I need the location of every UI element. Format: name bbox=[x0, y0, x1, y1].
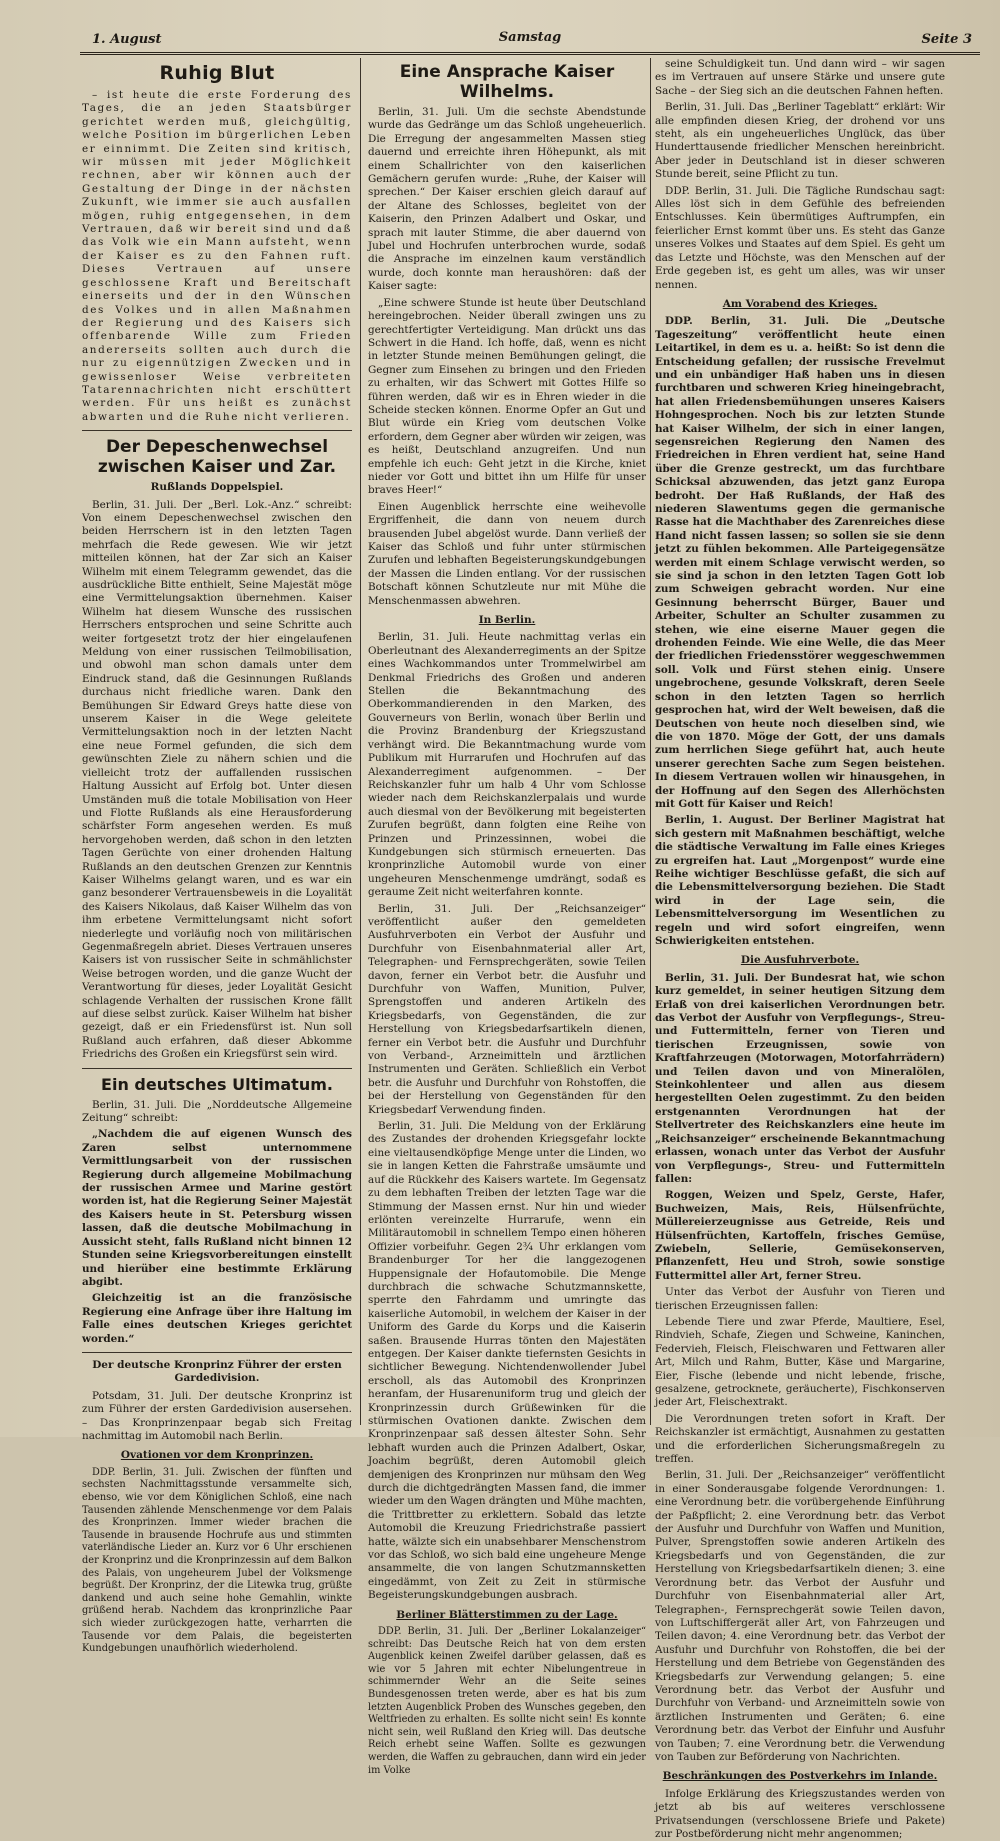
headline-depeschenwechsel: Der Depeschenwechsel zwischen Kaiser und Zar. bbox=[97, 437, 337, 478]
article-paragraph: Berlin, 31. Juli. Heute nachmittag verlas ein Oberleutnant des Alexanderregiments an der Spitze eines Wachkommandos unter Trommelwirbel am Denkmal Friedrichs des Großen und anderen Stellen die Bekanntmachung des Oberkommandierenden in den Marken, des Gouverneurs von Berlin, wonach über Berlin und die Provinz Brandenburg der Kriegszustand verhängt wird. Die Bekanntmachung wurde vom Publikum mit Hurrarufen und Hochrufen auf das Alexanderregiment aufgenommen. – Der Reichskanzler fuhr um halb 4 Uhr vom Schlosse wieder nach dem Reichskanzlerpalais und wurde auch diesmal von der Bevölkerung mit begeisterten Zurufen begrüßt, dann folgten eine Reihe von Prinzen und Prinzessinnen, wobei die Kundgebungen sich stürmisch erneuerten. Das kronprinzliche Automobil wurde von einer ungeheuren Menschenmenge umdrängt, sodaß es geraume Zeit nicht weiterfahren konnte. bbox=[368, 631, 646, 899]
article-paragraph-bold: DDP. Berlin, 31. Juli. Die „Deutsche Tageszeitung“ veröffentlicht heute einen Leitartikel, in dem es u. a. heißt: So ist denn die Entscheidung gefallen; der russische Frevelmut und ein unbändiger Haß haben uns in diesen furchtbaren und schweren Krieg hineingebracht, hat allen Friedensbemühungen unseres Kaisers Hohngesprochen. Noch bis zur letzten Stunde hat Kaiser Wilhelm, der sich in einer langen, segensreichen Regierung den Namen des Friedreichen in Ehren verdient hat, seine Hand über die Grenze gestreckt, um das furchtbare Schicksal abzuwenden, das jetzt ganz Europa bedroht. Der Haß Rußlands, der Haß des niederen Slawentums gegen die germanische Rasse hat die Machthaber des Zarenreiches diese Hand nicht fassen lassen; so sollen sie sie denn jetzt zu fühlen bekommen. Alle Parteigegensätze werden mit einem Schlage verwischt werden, so sie sind ja schon in den letzten Tagen Gott lob zum Schweigen gebracht worden. Nur eine Gesinnung beherrscht Bürger, Bauer und Arbeiter, Schulter an Schulter zusammen zu stehen, wie eine eiserne Mauer gegen die drohenden Feinde. Wie eine Welle, die das Meer der friedlichen Friedensstörer weggeschwemmen soll. Volk und Fürst stehen einig. Unsere ungebrochene, gesunde Volkskraft, deren Seele schon in den letzten Tagen so herrlich gesprochen hat, wird der Welt beweisen, daß die Deutschen von heute noch dieselben sind, wie die von 1870. Möge der Gott, der uns damals zum herrlichen Siege geführt hat, auch heute unserer gerechten Sache zum Segen beistehen. In diesem Vertrauen wollen wir hinausgehen, in der Hoffnung auf den Segen des Allerhöchsten mit Gott für Kaiser und Reich! bbox=[655, 315, 945, 810]
article-paragraph: DDP. Berlin, 31. Juli. Die Tägliche Rundschau sagt: Alles löst sich in dem Gefühle des befreienden Entschlusses. Kein übermütiges Auftrumpfen, ein feierlicher Ernst kommt über uns. Es steht das Ganze unseres Volkes und Staates auf dem Spiel. Es geht um das Letzte und Höchste, was den Menschen auf der Erde gegeben ist, es geht um alles, was wir unser nennen. bbox=[655, 184, 945, 291]
headline-ovationen: Ovationen vor dem Kronprinzen. bbox=[120, 1449, 314, 1462]
article-paragraph: Potsdam, 31. Juli. Der deutsche Kronprinz ist zum Führer der ersten Gardedivision ausersehen. – Das Kronprinzenpaar begab sich Freitag nachmittag im Automobil nach Berlin. bbox=[82, 1389, 352, 1442]
article-paragraph: Berlin, 31. Juli. Der „Berl. Lok.-Anz.“ schreibt: Von einem Depeschenwechsel zwischen den beiden Herrschern ist in den letzten Tagen mehrfach die Rede gewesen. Wie wir jetzt mitteilen können, hat der Zar sich an Kaiser Wilhelm mit einem Telegramm gewendet, das die ausdrückliche Bitte enthielt, Seine Majestät möge eine Vermittelungsaktion übernehmen. Kaiser Wilhelm hat diesem Wunsche des russischen Herrschers entsprochen und seine Schritte auch weiter fortgesetzt trotz der hier eingelaufenen Meldung von einer russischen Teilmobilisation, und obwohl man schon damals unter dem Eindruck stand, daß die Gesinnungen Rußlands durchaus nicht friedliche waren. Dank den Bemühungen Sir Edward Greys hatte diese von unserem Kaiser in die Wege geleitete Vermittelungsaktion noch in der letzten Nacht eine neue Formel gefunden, die sich dem gewünschten Ziele zu nähern schien und die vielleicht trotz der auffallenden russischen Haltung Aussicht auf Erfolg bot. Unter diesen Umständen muß die totale Mobilisation von Heer und Flotte Rußlands als eine Herausforderung schärfster Form angesehen werden. Es muß hervorgehoben werden, daß schon in den letzten Tagen Gerüchte von einer drohenden Haltung Rußlands an den deutschen Grenzen zur Kenntnis Kaiser Wilhelms gelangt waren, und es war ein ganz besonderer Vertrauensbeweis in die Loyalität des Kaisers Nikolaus, daß Kaiser Wilhelm das von ihm erbetene Vermittelungsamt nicht sofort niederlegte und vorläufig noch von militärischen Gegenmaßregeln abriet. Dieses Vertrauen unseres Kaisers ist von russischer Seite in schmählichster Weise betrogen worden, und die ganze Wucht der Verantwortung für dieses, jeder Loyalität Gesicht schlagende Verhalten der russischen Krone fällt auf diese selbst zurück. Kaiser Wilhelm hat bisher gezeigt, daß er ein Friedensfürst ist. Nun soll Rußland auch erfahren, daß dieser Abkomme Friedrichs des Großen ein Kriegsfürst sein wird. bbox=[82, 498, 352, 1061]
subheadline-doppelspiel: Rußlands Doppelspiel. bbox=[150, 481, 284, 494]
article-paragraph-bold: Gleichzeitig ist an die französische Regierung eine Anfrage über ihre Haltung im Falle eines deutschen Krieges gerichtet worden.“ bbox=[82, 1292, 352, 1345]
headline-vorabend: Am Vorabend des Krieges. bbox=[722, 297, 878, 310]
headline-postverkehr: Beschränkungen des Postverkehrs im Inlande. bbox=[662, 1770, 938, 1783]
article-paragraph-bold: Berlin, 31. Juli. Der Bundesrat hat, wie schon kurz gemeldet, in seiner heutigen Sitzung dem Erlaß von drei kaiserlichen Verordnungen betr. das Verbot der Ausfuhr von Verpflegungs-, Streu- und Futtermitteln, ferner von Tieren und tierischen Erzeugnissen, sowie von Kraftfahrzeugen (Motorwagen, Motorfahrrädern) und Teilen davon und von Mineralölen, Steinkohlenteer und allen aus diesem hergestellten Oelen zugestimmt. Zu den beiden erstgenannten Verordnungen hat der Stellvertreter des Reichskanzlers eine heute im „Reichsanzeiger“ erscheinende Bekanntmachung erlassen, wonach unter das Verbot der Ausfuhr von Verpflegungs-, Streu- und Futtermitteln fallen: bbox=[655, 971, 945, 1185]
article-paragraph: Einen Augenblick herrschte eine weihevolle Ergriffenheit, die dann von neuem durch brausenden Jubel abgelöst wurde. Dann verließ der Kaiser das Schloß und fuhr unter stürmischen Zurufen und lebhaften Begeisterungskundgebungen der Massen die Linden entlang. Vor der russischen Botschaft können Schutzleute nur mit Mühe die Menschenmassen abwehren. bbox=[368, 500, 646, 607]
headline-blaetterstimmen: Berliner Blätterstimmen zu der Lage. bbox=[396, 1608, 618, 1621]
article-paragraph: Berlin, 31. Juli. Der „Reichsanzeiger“ veröffentlicht in einer Sonderausgabe folgende Verordnungen: 1. eine Verordnung betr. die vorübergehende Einführung der Paßpflicht; 2. eine Verordnung betr. das Verbot der Ausfuhr und Durchfuhr von Waffen und Munition, Pulver, Sprengstoffen sowie anderen Artikeln des Kriegsbedarfs und von Gegenständen, die zur Herstellung von Kriegsbedarfsartikeln dienen; 3. eine Verordnung betr. das Verbot der Ausfuhr und Durchfuhr von Eisenbahnmaterial aller Art, Telegraphen-, Fernsprechgerät sowie Teilen davon, von Luftschiffergerät aller Art, von Fahrzeugen und Teilen davon; 4. eine Verordnung betr. das Verbot der Ausfuhr und Durchfuhr von Rohstoffen, die bei der Herstellung und dem Betriebe von Gegenständen des Kriegsbedarfs zur Verwendung gelangen; 5. eine Verordnung betr. das Verbot der Ausfuhr und Durchfuhr von Verband- und Arzneimitteln sowie von ärztlichen Instrumenten und Geräten; 6. eine Verordnung betr. das Verbot der Einfuhr und Ausfuhr von Tauben; 7. eine Verordnung betr. die Verwendung von Tauben zur Beförderung von Nachrichten. bbox=[655, 1469, 945, 1763]
article-separator bbox=[82, 1068, 352, 1069]
article-separator bbox=[82, 430, 352, 431]
header-page-number: Seite 3 bbox=[921, 32, 972, 47]
page-header bbox=[80, 28, 980, 55]
headline-ruhig-blut: Ruhig Blut bbox=[159, 62, 275, 84]
article-paragraph: DDP. Berlin, 31. Juli. Der „Berliner Lokalanzeiger“ schreibt: Das Deutsche Reich hat von dem ersten Augenblick keinen Zweifel darüber gelassen, daß es wie vor 5 Jahren mit echter Nibelungentreue in schimmernder Wehr an die Seite seines Bundesgenossen treten werde, aber es hat bis zum letzten Augenblick Proben des Wunsches gegeben, den Weltfrieden zu erhalten. Es sollte nicht sein! Es konnte nicht sein, weil Rußland den Krieg will. Das deutsche Reich erhebt seine Waffen. Sollte es gezwungen werden, die Waffen zu gebrauchen, dann wird ein jeder im Volke bbox=[368, 1626, 646, 1776]
article-paragraph-bold: Roggen, Weizen und Spelz, Gerste, Hafer, Buchweizen, Mais, Reis, Hülsenfrüchte, Müllereierzeugnisse aus Getreide, Reis und Hülsenfrüchten, Kartoffeln, frisches Gemüse, Zwiebeln, Sellerie, Gemüsekonserven, Pflanzenfett, Heu und Stroh, sowie sonstige Futtermittel aller Art, ferner Streu. bbox=[655, 1189, 945, 1282]
article-paragraph: Unter das Verbot der Ausfuhr von Tieren und tierischen Erzeugnissen fallen: bbox=[655, 1286, 945, 1312]
headline-ausfuhrverbote: Die Ausfuhrverbote. bbox=[740, 954, 860, 967]
article-paragraph: Die Verordnungen treten sofort in Kraft. Der Reichskanzler ist ermächtigt, Ausnahmen zu gestatten und die erforderlichen Sicherungsmaßregeln zu treffen. bbox=[655, 1412, 945, 1466]
column-rule bbox=[650, 58, 651, 1425]
article-paragraph: seine Schuldigkeit tun. Und dann wird – wir sagen es im Vertrauen auf unsere Stärke und unsere gute Sache – der Sieg sich an die deutschen Fahnen heften. bbox=[655, 58, 945, 97]
article-paragraph: Lebende Tiere und zwar Pferde, Maultiere, Esel, Rindvieh, Schafe, Ziegen und Schweine, Kaninchen, Federvieh, Fleisch, Fleischwaren und Fettwaren aller Art, Milch und Rahm, Butter, Käse und Margarine, Eier, Fische (lebende und nicht lebende, frische, gesalzene, getrocknete, geräucherte), Fischkonserven jeder Art, Fleischextrakt. bbox=[655, 1315, 945, 1409]
column-1 bbox=[82, 58, 352, 1655]
column-rule bbox=[360, 58, 361, 1425]
headline-ultimatum: Ein deutsches Ultimatum. bbox=[101, 1074, 333, 1094]
article-paragraph: Berlin, 31. Juli. Die „Norddeutsche Allgemeine Zeitung“ schreibt: bbox=[82, 1098, 352, 1125]
article-paragraph: Infolge Erklärung des Kriegszustandes werden von jetzt ab bis auf weiteres verschlossene Privatsendungen (verschlossene Briefe und Pakete) zur Postbeförderung nicht mehr angenommen; bbox=[655, 1787, 945, 1840]
article-paragraph-quote: „Eine schwere Stunde ist heute über Deutschland hereingebrochen. Neider überall zwingen uns zu gerechtfertigter Verteidigung. Man drückt uns das Schwert in die Hand. Ich hoffe, daß, wenn es nicht in letzter Stunde meinen Bemühungen gelingt, die Gegner zum Einsehen zu bringen und den Frieden zu erhalten, wir das Schwert mit Gottes Hilfe so führen werden, daß wir es in Ehren wieder in die Scheide stecken können. Enorme Opfer an Gut und Blut würde ein Krieg vom deutschen Volke erfordern, dem Gegner aber würden wir zeigen, was es heißt, Deutschland anzugreifen. Und nun empfehle ich euch: Geht jetzt in die Kirche, kniet nieder vor Gott und bittet ihn um Hilfe für unser braves Heer!“ bbox=[368, 296, 646, 497]
article-paragraph: Berlin, 31. Juli. Die Meldung von der Erklärung des Zustandes der drohenden Kriegsgefahr lockte eine vieltausendköpfige Menge unter die Linden, wo sie in langen Ketten die Fahrstraße umsäumte und auf die Rückkehr des Kaisers wartete. Im Gegensatz zu dem lebhaften Treiben der letzten Tage war die Stimmung der Massen ernst. Nur hin und wieder erlönten vereinzelte Hurrarufe, wenn ein Militärautomobil in schnellem Tempo einen höheren Offizier vorbeifuhr. Gegen 2¾ Uhr erklangen vom Brandenburger Tor her die langgezogenen Huppensignale der Hofautomobile. Die Menge durchbrach die schwache Schutzmannskette, sperrte den Fahrdamm und umringte das kaiserliche Automobil, in welchem der Kaiser in der Uniform des Garde du Korps und die Kaiserin saßen. Brausende Hurras tönten den Majestäten entgegen. Der Kaiser dankte tiefernsten Gesichts in sichtlicher Bewegung. Nichtendenwollender Jubel erscholl, als das Automobil des Kronprinzen heranfam, der Husarenuniform trug und gleich der Kronprinzessin durch Grüßewinken für die stürmischen Ovationen dankte. Zwischen dem Kronprinzenpaar saß dessen ältester Sohn. Sehr lebhaft wurden auch die Prinzen Adalbert, Oskar, Joachim begrüßt, deren Automobil gleich demjenigen des Kronprinzen nur mühsam den Weg durch die dichtgedrängten Massen fand, die immer wieder um den Wagen drängten und Mühe machten, die Trittbretter zu erklettern. Sobald das letzte Automobil die Kreuzung Friedrichstraße passiert hatte, wälzte sich ein unabsehbarer Menschenstrom vor das Schloß, wo sich bald eine ungeheure Menge ansammelte, die von langen Schutzmannsketten eingedämmt, von Zeit zu Zeit in stürmische Begeisterungskundgebungen ausbrach. bbox=[368, 1120, 647, 1602]
headline-kronprinz: Der deutsche Kronprinz Führer der ersten Gardedivision. bbox=[92, 1358, 342, 1385]
article-paragraph-bold: „Nachdem die auf eigenen Wunsch des Zaren selbst unternommene Vermittlungsarbeit von der russischen Regierung durch allgemeine Mobilmachung der russischen Armee und Marine gestört worden ist, hat die Regierung Seiner Majestät des Kaisers heute in St. Petersburg wissen lassen, daß die deutsche Mobilmachung in Aussicht steht, falls Rußland nicht binnen 12 Stunden seine Kriegsvorbereitungen einstellt und hierüber eine bestimmte Erklärung abgibt. bbox=[82, 1128, 352, 1288]
article-paragraph: Berlin, 31. Juli. Das „Berliner Tageblatt“ erklärt: Wir alle empfinden diesen Krieg, der drohend vor uns steht, als ein ungeheuerliches Unglück, das über Hunderttausende friedlicher Menschen hereinbricht. Aber jeder in Deutschland ist in dieser schweren Stunde bereit, seine Pflicht zu tun. bbox=[655, 101, 945, 181]
article-paragraph-bold: Berlin, 1. August. Der Berliner Magistrat hat sich gestern mit Maßnahmen beschäftigt, welche die städtische Verwaltung im Falle eines Krieges zu ergreifen hat. Laut „Morgenpost“ wurde eine Reihe wichtiger Beschlüsse gefaßt, die sich auf die Lebensmittelversorgung beziehen. Die Stadt wird in der Lage sein, die Lebensmittelversorgung im Wesentlichen zu regeln und wird sofort eingreifen, wenn Schwierigkeiten entstehen. bbox=[655, 814, 945, 947]
header-date: 1. August bbox=[92, 32, 162, 47]
headline-in-berlin: In Berlin. bbox=[478, 614, 536, 627]
article-separator bbox=[82, 1352, 352, 1353]
header-day: Samstag bbox=[498, 30, 562, 45]
column-3 bbox=[655, 58, 945, 1840]
article-paragraph: DDP. Berlin, 31. Juli. Zwischen der fünften und sechsten Nachmittagsstunde versammelte sich, ebenso, wie vor dem Königlichen Schloß, eine nach Tausenden zählende Menschenmenge vor dem Palais des Kronprinzen. Immer wieder brachen die Tausende in brausende Hochrufe aus und stimmten vaterländische Lieder an. Kurz vor 6 Uhr erschienen der Kronprinz und die Kronprinzessin auf dem Balkon des Palais, von ungeheurem Jubel der Volksmenge begrüßt. Der Kronprinz, der die Litewka trug, grüßte dankend und auch seine hohe Gemahlin, winkte grüßend herab. Nachdem das kronprinzliche Paar sich wieder zurückgezogen hatte, verharrten die Tausende vor dem Palais, die begeisterten Kundgebungen unaufhörlich wiederholend. bbox=[82, 1466, 352, 1655]
headline-ansprache: Eine Ansprache Kaiser Wilhelms. bbox=[399, 62, 615, 102]
article-paragraph: Berlin, 31. Juli. Um die sechste Abendstunde wurde das Gedränge um das Schloß ungeheuerlich. Die Erregung der angesammelten Massen stieg dauernd und erreichte ihren Höhepunkt, als mit einem Schallrichter von den kaiserlichen Gemächern gerufen wurde: „Ruhe, der Kaiser will sprechen.“ Der Kaiser erschien gleich darauf auf der Altane des Schlosses, begleitet von der Kaiserin, den Prinzen Adalbert und Oskar, und sprach mit lauter Stimme, die aber dauernd von Jubel und Hochrufen unterbrochen wurde, sodaß die Ansprache im einzelnen kaum verständlich wurde, doch konnte man heraushören: daß der Kaiser sagte: bbox=[368, 106, 646, 293]
article-paragraph: – ist heute die erste Forderung des Tages, die an jeden Staatsbürger gerichtet werden muß, gleichgültig, welche Position im bürgerlichen Leben er einnimmt. Die Zeiten sind kritisch, wir müssen mit jeder Möglichkeit rechnen, aber wir können auch der Gestaltung der Dinge in der nächsten Zukunft, wie immer sie auch ausfallen mögen, ruhig entgegensehen, in dem Vertrauen, daß wir bereit sind und daß das Volk wie ein Mann aufsteht, wenn der Kaiser es zu den Fahnen ruft. Dieses Vertrauen auf unsere geschlossene Kraft und Bereitschaft einerseits und der in den Wünschen des Volkes und in allen Maßnahmen der Regierung und des Kaisers sich offenbarende Wille zum Frieden andererseits sollten auch durch die nur zu eigennützigen Zwecken und in gewissenloser Weise verbreiteten Tatarennachrichten nicht erschüttert werden. Für uns heißt es zunächst abwarten und die Ruhe nicht verlieren. bbox=[82, 89, 352, 423]
column-2 bbox=[368, 58, 647, 1776]
article-paragraph: Berlin, 31. Juli. Der „Reichsanzeiger“ veröffentlicht außer den gemeldeten Ausfuhrverboten ein Verbot der Ausfuhr und Durchfuhr von Eisenbahnmaterial aller Art, Telegraphen- und Fernsprechgeräten, sowie Teilen davon, ferner ein Verbot betr. die Ausfuhr und Durchfuhr von Waffen, Munition, Pulver, Sprengstoffen und anderen Artikeln des Kriegsbedarfs, von Gegenständen, die zur Herstellung von Kriegsbedarfsartikeln dienen, ferner ein Verbot betr. die Ausfuhr und Durchfuhr von Verband-, Arzneimitteln und ärztlichen Instrumenten und Geräten. Schließlich ein Verbot betr. die Ausfuhr und Durchfuhr von Rohstoffen, die bei der Herstellung von Gegenständen für den Kriegsbedarf Verwendung finden. bbox=[368, 902, 646, 1116]
